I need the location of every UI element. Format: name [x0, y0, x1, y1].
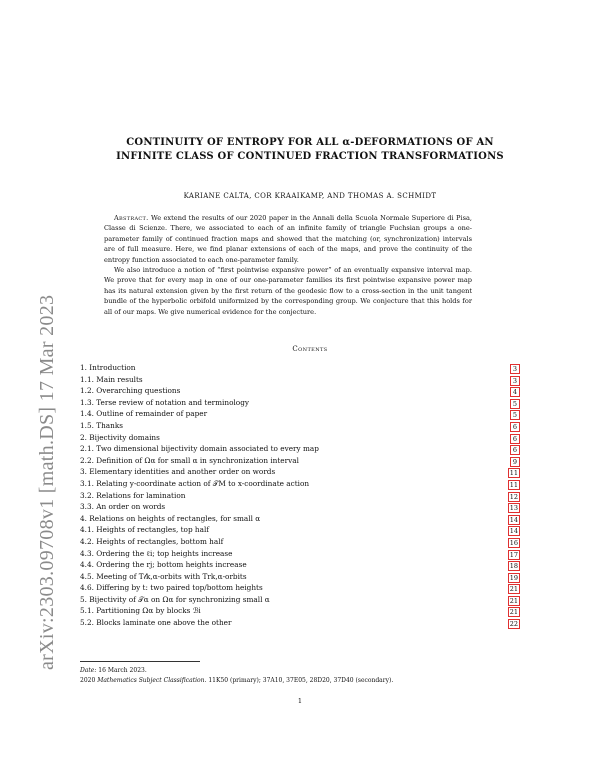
toc-entry-label[interactable]: 5.1. Partitioning Ωα by blocks ℬi: [80, 606, 201, 616]
abstract-text-1: We extend the results of our 2020 paper in the Annali della Scuola Normale Superiore di Pisa, Classe di Scienze. There, we associated to each of an infinite family of triangle Fuchsian groups a one-parameter family of continued fraction maps and showed that the matching (or, synchronization) intervals are of full measure. Here, we find planar extensions of each of the maps, and prove the continuity of the entropy function associated to each one-parameter family.: [104, 214, 472, 264]
toc-entry-label[interactable]: 3.3. An order on words: [80, 502, 166, 512]
toc-page-link[interactable]: 11: [509, 469, 518, 478]
contents-heading: Contents: [292, 345, 328, 353]
abstract: [104, 213, 472, 317]
toc-page-link[interactable]: 18: [509, 562, 518, 571]
toc-entry-label[interactable]: 4.1. Heights of rectangles, top half: [80, 525, 210, 535]
toc-page-link[interactable]: 21: [509, 596, 518, 605]
title-line-1: CONTINUITY OF ENTROPY FOR ALL α-DEFORMATIONS OF AN: [126, 137, 494, 148]
arxiv-identifier: arXiv:2303.09708v1 [math.DS] 17 Mar 2023: [36, 294, 58, 670]
toc-entry-label[interactable]: 4.2. Heights of rectangles, bottom half: [80, 536, 224, 546]
date-value: 16 March 2023.: [98, 667, 147, 674]
toc-entry-label[interactable]: 3.1. Relating y-coordinate action of 𝒯M to x-coordinate action: [80, 478, 310, 488]
footnotes: [80, 666, 520, 686]
toc-entry[interactable]: [80, 582, 520, 594]
toc-entry-label[interactable]: 1. Introduction: [80, 363, 136, 372]
toc-page-link[interactable]: 19: [509, 573, 518, 582]
msc-label: Mathematics Subject Classification.: [97, 677, 207, 684]
paper-title: [70, 136, 550, 164]
toc-entry[interactable]: [80, 420, 520, 432]
toc-page-link[interactable]: 4: [510, 387, 520, 397]
toc-entry[interactable]: [80, 443, 520, 455]
toc-entry-label[interactable]: 4.6. Differing by t: two paired top/bottom heights: [80, 583, 263, 593]
toc-entry[interactable]: [80, 374, 520, 386]
table-of-contents: [80, 362, 520, 629]
arxiv-sidebar: [12, 170, 58, 670]
toc-entry-label[interactable]: 2.2. Definition of Ωα for small α in synchronization interval: [80, 455, 299, 465]
footnote-date: [80, 666, 520, 676]
toc-page-link[interactable]: 21: [509, 608, 518, 617]
date-label: Date:: [80, 667, 97, 674]
toc-page-link[interactable]: 5: [510, 399, 520, 409]
toc-entry-label[interactable]: 3.2. Relations for lamination: [80, 490, 186, 500]
toc-entry[interactable]: [80, 617, 520, 629]
toc-entry-label[interactable]: 3. Elementary identities and another order on words: [80, 467, 276, 477]
toc-entry-label[interactable]: 1.5. Thanks: [80, 420, 124, 430]
toc-entry-label[interactable]: 5.2. Blocks laminate one above the other: [80, 618, 232, 628]
toc-entry-label[interactable]: 1.3. Terse review of notation and terminology: [80, 397, 249, 407]
toc-entry[interactable]: [80, 490, 520, 502]
toc-page-link[interactable]: 21: [509, 585, 518, 594]
toc-entry[interactable]: [80, 571, 520, 583]
toc-entry[interactable]: [80, 594, 520, 606]
toc-entry[interactable]: [80, 524, 520, 536]
toc-entry[interactable]: [80, 605, 520, 617]
toc-page-link[interactable]: 9: [510, 457, 520, 467]
toc-entry[interactable]: [80, 362, 520, 374]
toc-page-link[interactable]: 6: [510, 434, 520, 444]
toc-entry-label[interactable]: 4.4. Ordering the rj; bottom heights increase: [80, 560, 247, 570]
footnote-rule: [80, 661, 200, 662]
msc-value: 11K50 (primary); 37A10, 37E05, 28D20, 37D40 (secondary).: [208, 677, 394, 684]
toc-entry-label[interactable]: 4.5. Meeting of T𝓁k,α-orbits with Trk,α-orbits: [80, 571, 247, 581]
toc-entry[interactable]: [80, 408, 520, 420]
toc-entry[interactable]: [80, 385, 520, 397]
toc-entry-label[interactable]: 1.4. Outline of remainder of paper: [80, 409, 208, 419]
toc-entry[interactable]: [80, 548, 520, 560]
toc-page-link[interactable]: 14: [509, 527, 518, 536]
toc-page-link[interactable]: 3: [510, 364, 520, 374]
toc-entry-label[interactable]: 1.1. Main results: [80, 374, 143, 384]
abstract-paragraph-2: We also introduce a notion of “first pointwise expansive power” of an eventually expansive interval map. We prove that for every map in one of our one-parameter families its first pointwise expansive power map has its natural extension given by the first return of the geodesic flow to a cross-section in the unit tangent bundle of the hyperbolic orbifold uniformized by the corresponding group. We conjecture that this holds for all of our maps. We give numerical evidence for the conjecture.: [104, 266, 472, 316]
toc-entry[interactable]: [80, 455, 520, 467]
toc-page-link[interactable]: 3: [510, 376, 520, 386]
toc-page-link[interactable]: 14: [509, 515, 518, 524]
author-list: KARIANE CALTA, COR KRAAIKAMP, AND THOMAS A. SCHMIDT: [183, 192, 437, 200]
toc-entry-label[interactable]: 4. Relations on heights of rectangles, for small α: [80, 513, 261, 523]
msc-prefix: 2020: [80, 677, 96, 684]
footnote-msc: [80, 676, 520, 686]
toc-entry[interactable]: [80, 536, 520, 548]
toc-page-link[interactable]: 17: [509, 550, 518, 559]
toc-entry-label[interactable]: 2.1. Two dimensional bijectivity domain associated to every map: [80, 444, 319, 454]
toc-entry[interactable]: [80, 466, 520, 478]
toc-page-link[interactable]: 6: [510, 422, 520, 432]
abstract-paragraph-1: [104, 213, 472, 265]
toc-page-link[interactable]: 16: [509, 538, 518, 547]
toc-page-link[interactable]: 6: [510, 445, 520, 455]
toc-page-link[interactable]: 22: [509, 620, 518, 629]
toc-entry[interactable]: [80, 432, 520, 444]
toc-page-link[interactable]: 11: [509, 480, 518, 489]
toc-entry[interactable]: [80, 559, 520, 571]
toc-entry[interactable]: [80, 397, 520, 409]
title-line-2: INFINITE CLASS OF CONTINUED FRACTION TRANSFORMATIONS: [116, 151, 504, 162]
toc-entry-label[interactable]: 4.3. Ordering the ℓi; top heights increase: [80, 548, 233, 558]
toc-entry-label[interactable]: 2. Bijectivity domains: [80, 432, 160, 442]
toc-page-link[interactable]: 5: [510, 410, 520, 420]
toc-entry[interactable]: [80, 513, 520, 525]
toc-page-link[interactable]: 13: [509, 504, 518, 513]
toc-entry-label[interactable]: 5. Bijectivity of 𝒯α on Ωα for synchronizing small α: [80, 594, 270, 604]
toc-entry[interactable]: [80, 478, 520, 490]
toc-entry-label[interactable]: 1.2. Overarching questions: [80, 386, 181, 396]
abstract-lead: Abstract.: [114, 214, 149, 222]
page-number: 1: [297, 697, 303, 705]
toc-entry[interactable]: [80, 501, 520, 513]
toc-page-link[interactable]: 12: [509, 492, 518, 501]
